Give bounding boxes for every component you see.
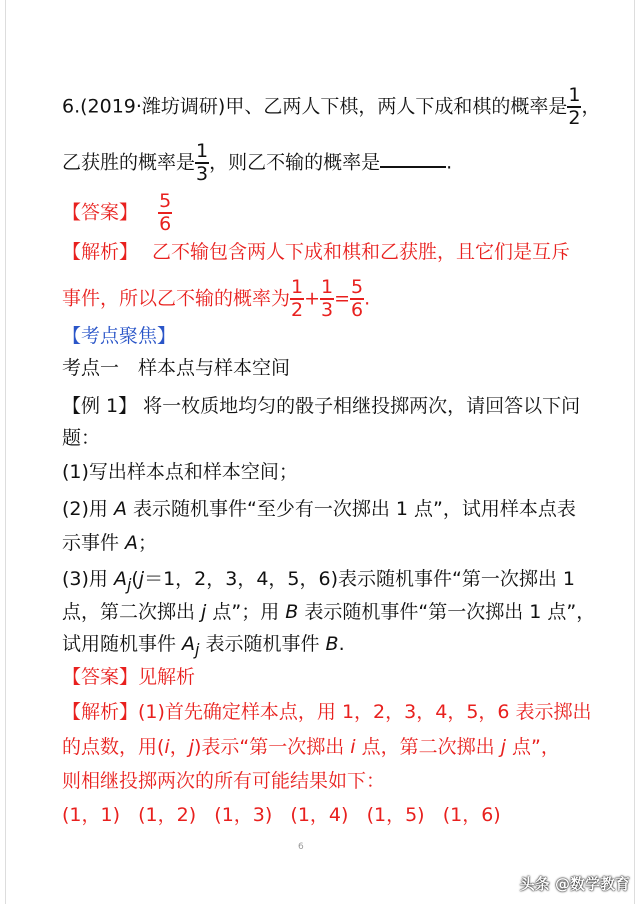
analysis-2-line-1: 【解析】(1)首先确定样本点，用 1，2，3，4，5，6 表示掷出 [62,701,592,723]
outcome-pair: (1，2) [138,804,197,826]
example-1-part-3: (3)用 $A_j(j=1$，2，3，4，5，6)表示随机事件“第一次掷出 1 [62,568,575,594]
outcome-pair: (1，5) [366,804,425,826]
question-6-line-1: 6.(2019·潍坊调研)甲、乙两人下棋，两人下成和棋的概率是 $\frac{1}{2}$ ， [62,84,601,129]
fraction-one-half: $\frac{1}{2}$ [568,84,581,129]
analysis-1-line-2: 事件，所以乙不输的概率为 $\frac{1}{2}$ + $\frac{1}{3}$ = $\frac{5}{6}$ . [62,276,371,321]
outcome-pair: (1，4) [290,804,349,826]
fraction-one-third: $\frac{1}{3}$ [196,140,209,185]
question-6-text: 6.(2019·潍坊调研)甲、乙两人下棋，两人下成和棋的概率是 [62,95,568,118]
example-1-part-3-cont: 点，第二次掷出 j 点”；用 B 表示随机事件“第一次掷出 1 点”， [62,601,596,623]
outcome-pair: (1，1) [62,804,121,826]
example-1-part-2-cont: 示事件 A； [62,532,158,554]
topic-title: 考点一 样本点与样本空间 [62,357,291,379]
example-1-line-1: 【例 1】 将一枚质地均匀的骰子相继投掷两次，请回答以下问 [62,395,581,417]
page-border-right [634,0,635,904]
outcome-pair: (1，6) [442,804,501,826]
answer-fraction: $\frac{5}{6}$ [159,190,172,235]
answer-1 [62,192,172,234]
answer-tag: 【答案】 [62,666,139,688]
example-1-part-1: (1)写出样本点和样本空间； [62,461,298,483]
analysis-tag: 【解析】 [62,701,139,723]
example-1-part-2: (2)用 A 表示随机事件“至少有一次掷出 1 点”，试用样本点表 [62,498,576,520]
outcome-pair: (1，3) [214,804,273,826]
analysis-tag: 【解析】 [62,241,139,263]
answer-2: 【答案】见解析 [62,666,196,688]
example-1-line-2: 题： [62,427,101,449]
analysis-2-line-3: 则相继投掷两次的所有可能结果如下： [62,770,386,792]
page-number: 6 [298,842,304,852]
outcome-pairs-row [62,803,501,827]
watermark: 头条 @数学教育 [519,875,630,893]
example-1-part-3-end: 试用随机事件 $A_j$ 表示随机事件 B. [62,633,345,659]
page-border-left [5,0,6,904]
section-header: 【考点聚焦】 [62,325,177,347]
answer-tag: 【答案】 [62,201,139,224]
analysis-2-line-2: 的点数，用(i，j)表示“第一次掷出 i 点，第二次掷出 j 点”， [62,736,560,758]
answer-blank [380,148,446,168]
question-6-line-2: 乙获胜的概率是 $\frac{1}{3}$ ，则乙不输的概率是 . [62,140,453,185]
analysis-1-line-1: 【解析】 乙不输包含两人下成和棋和乙获胜，且它们是互斥 [62,241,571,263]
